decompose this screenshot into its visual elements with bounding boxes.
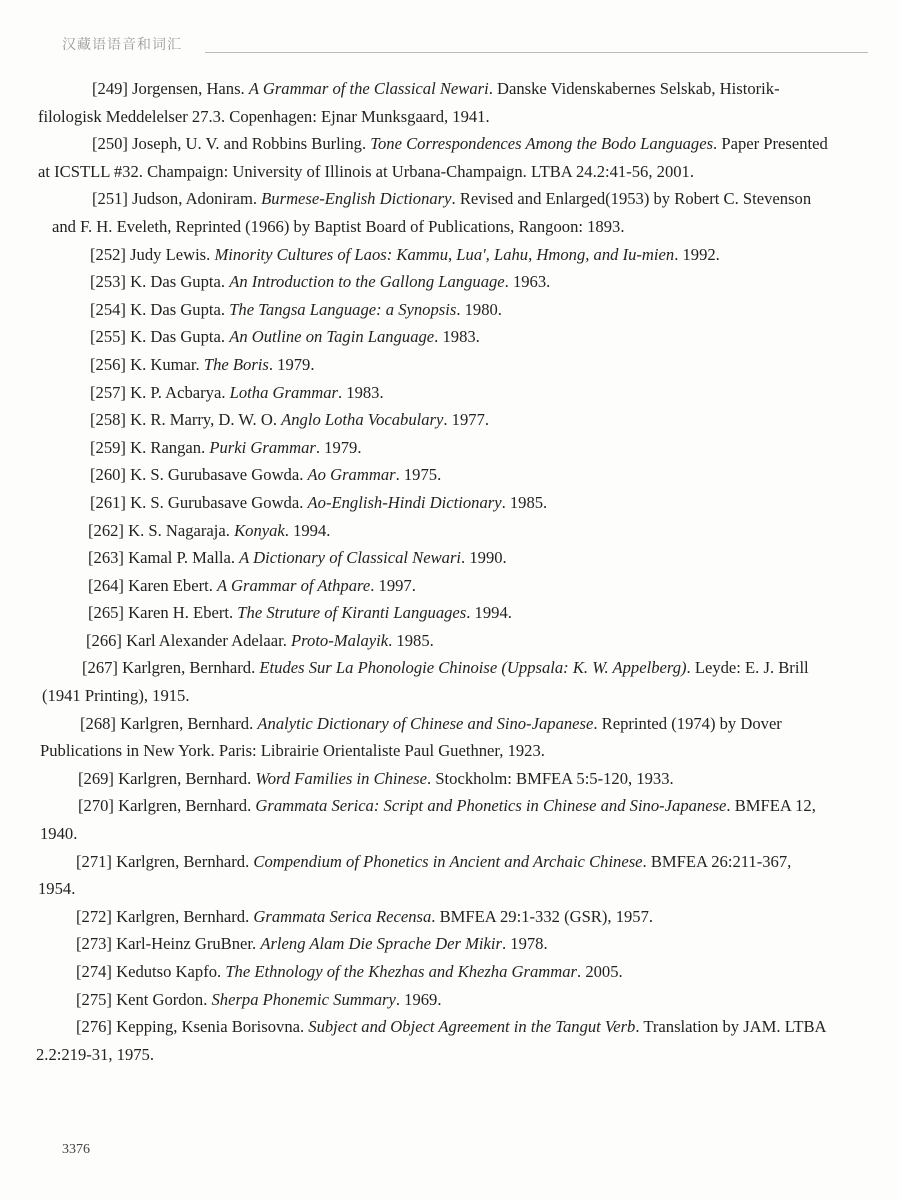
reference-entry — [0, 461, 832, 489]
reference-author: K. Das Gupta. — [130, 272, 230, 292]
reference-title: A Grammar of Athpare — [217, 575, 371, 595]
reference-title: The Tangsa Language: a Synopsis — [229, 299, 457, 319]
reference-title: An Outline on Tagin Language — [229, 327, 435, 347]
reference-number: [271] — [76, 851, 117, 871]
reference-entry — [0, 130, 832, 185]
reference-entry — [0, 792, 832, 847]
reference-entry — [0, 517, 832, 545]
reference-author: Karlgren, Bernhard. — [116, 906, 254, 926]
reference-details: . 1985. — [501, 492, 548, 512]
reference-title: Lotha Grammar — [229, 382, 338, 402]
reference-number: [262] — [88, 520, 129, 540]
reference-author: K. R. Marry, D. W. O. — [130, 410, 282, 430]
reference-title: Burmese-English Dictionary — [261, 189, 452, 209]
reference-title: Purki Grammar — [209, 437, 316, 457]
reference-author: K. Kumar. — [130, 354, 204, 374]
reference-author: Karlgren, Bernhard. — [120, 713, 258, 733]
reference-number: [252] — [90, 244, 131, 264]
reference-details: . 1980. — [456, 299, 502, 319]
reference-details: . 1992. — [674, 244, 720, 264]
reference-details: . 1979. — [268, 354, 315, 374]
reference-list — [0, 75, 900, 1068]
reference-entry — [0, 75, 832, 130]
reference-title: Etudes Sur La Phonologie Chinoise (Uppsala: K. W. Appelberg) — [259, 658, 687, 678]
reference-title: Grammata Serica: Script and Phonetics in Chinese and Sino-Japanese — [255, 796, 727, 816]
reference-entry — [0, 765, 832, 793]
reference-details: . BMFEA 26:211-367, 1954. — [38, 851, 792, 899]
reference-author: K. Das Gupta. — [130, 299, 230, 319]
reference-entry — [0, 848, 832, 903]
reference-author: K. S. Gurubasave Gowda. — [130, 492, 308, 512]
reference-entry — [0, 406, 832, 434]
reference-number: [266] — [86, 630, 127, 650]
reference-title: Ao Grammar — [307, 465, 396, 485]
page-number: 3376 — [62, 1142, 90, 1157]
reference-details: . 1977. — [443, 410, 490, 430]
reference-details: . 1994. — [466, 603, 512, 623]
reference-details: . 1985. — [388, 630, 434, 650]
reference-author: Karl-Heinz GruBner. — [116, 934, 261, 954]
reference-author: K. P. Acbarya. — [130, 382, 230, 402]
reference-title: A Grammar of the Classical Newari — [248, 79, 489, 98]
reference-entry — [0, 544, 832, 572]
reference-title: Minority Cultures of Laos: Kammu, Lua', Lahu, Hmong, and Iu-mien — [214, 244, 675, 264]
reference-details: . BMFEA 12, 1940. — [40, 796, 816, 844]
reference-number: [273] — [76, 934, 117, 954]
reference-details: . Paper Presented at ICSTLL #32. Champaign: University of Illinois at Urbana-Champaign. LTBA 24.2:41-56, 2001. — [38, 134, 828, 181]
reference-number: [258] — [90, 410, 131, 430]
reference-number: [270] — [78, 796, 119, 816]
reference-title: Anglo Lotha Vocabulary — [281, 410, 444, 430]
reference-entry — [0, 351, 832, 379]
reference-title: Tone Correspondences Among the Bodo Languages — [370, 134, 714, 154]
reference-title: Konyak — [234, 520, 285, 540]
reference-number: [267] — [82, 658, 123, 678]
reference-author: Karen Ebert. — [128, 575, 218, 595]
reference-title: Ao-English-Hindi Dictionary — [307, 492, 502, 512]
reference-number: [274] — [76, 962, 117, 981]
reference-title: Compendium of Phonetics in Ancient and Archaic Chinese — [253, 851, 643, 871]
reference-number: [268] — [80, 713, 121, 733]
reference-author: Judy Lewis. — [130, 244, 215, 264]
reference-author: Karlgren, Bernhard. — [116, 851, 254, 871]
reference-title: Grammata Serica Recensa — [253, 906, 432, 926]
reference-number: [255] — [90, 327, 131, 347]
reference-details: . 1994. — [284, 520, 331, 540]
reference-entry — [0, 710, 832, 765]
reference-number: [249] — [92, 79, 133, 98]
running-header: 汉藏语语音和词汇 — [62, 38, 182, 53]
reference-entry — [0, 654, 832, 709]
reference-details: . 1969. — [395, 989, 442, 1009]
reference-number: [265] — [88, 603, 129, 623]
reference-entry — [0, 986, 832, 1014]
reference-number: [253] — [90, 272, 131, 292]
reference-author: Jorgensen, Hans. — [132, 79, 249, 98]
reference-number: [256] — [90, 354, 131, 374]
reference-author: K. S. Gurubasave Gowda. — [130, 465, 308, 485]
reference-title: Sherpa Phonemic Summary — [211, 989, 396, 1009]
reference-entry — [0, 599, 832, 627]
reference-details: . 1983. — [337, 382, 384, 402]
reference-title: Word Families in Chinese — [255, 768, 428, 788]
reference-details: . 1963. — [504, 272, 551, 292]
reference-number: [269] — [78, 768, 119, 788]
reference-details: . 1979. — [315, 437, 362, 457]
reference-title: The Struture of Kiranti Languages — [237, 603, 467, 623]
reference-title: A Dictionary of Classical Newari — [239, 548, 462, 568]
reference-number: [261] — [90, 492, 131, 512]
reference-entry — [0, 627, 832, 655]
reference-number: [259] — [90, 437, 131, 457]
reference-details: . Reprinted (1974) by Dover Publications in New York. Paris: Librairie Orientaliste Paul Guethner, 1923. — [40, 713, 782, 761]
reference-entry — [0, 489, 832, 517]
reference-author: Kamal P. Malla. — [128, 548, 240, 568]
reference-number: [275] — [76, 989, 117, 1009]
reference-entry — [0, 323, 832, 351]
reference-entry — [0, 958, 832, 986]
reference-title: The Boris — [203, 354, 269, 374]
reference-entry — [0, 434, 832, 462]
reference-author: Karlgren, Bernhard. — [122, 658, 260, 678]
reference-entry — [0, 930, 832, 958]
reference-author: Karlgren, Bernhard. — [118, 768, 256, 788]
reference-number: [272] — [76, 906, 117, 926]
reference-details: . 1978. — [501, 934, 548, 954]
reference-details: . Danske Videnskabernes Selskab, Historik-filologisk Meddelelser 27.3. Copenhagen: Ejnar Munksgaard, 1941. — [38, 79, 780, 126]
reference-details: . Leyde: E. J. Brill (1941 Printing), 1915. — [42, 658, 809, 706]
reference-details: . 1997. — [370, 575, 416, 595]
reference-author: K. Das Gupta. — [130, 327, 230, 347]
reference-details: . Translation by JAM. LTBA 2.2:219-31, 1975. — [36, 1017, 826, 1064]
header-rule — [205, 52, 868, 53]
reference-entry — [0, 268, 832, 296]
reference-number: [264] — [88, 575, 129, 595]
reference-author: Karlgren, Bernhard. — [118, 796, 256, 816]
reference-entry — [0, 296, 832, 324]
reference-title: An Introduction to the Gallong Language — [229, 272, 505, 292]
reference-number: [260] — [90, 465, 131, 485]
reference-author: K. S. Nagaraja. — [128, 520, 235, 540]
reference-author: Karen H. Ebert. — [128, 603, 238, 623]
reference-title: Subject and Object Agreement in the Tangut Verb — [308, 1017, 636, 1037]
reference-entry — [0, 1013, 832, 1068]
reference-entry — [0, 241, 832, 269]
reference-details: . 1983. — [434, 327, 480, 347]
reference-number: [276] — [76, 1017, 117, 1037]
reference-number: [251] — [92, 189, 133, 209]
reference-title: The Ethnology of the Khezhas and Khezha Grammar — [225, 962, 578, 981]
reference-title: Proto-Malayik — [291, 630, 389, 650]
reference-details: . BMFEA 29:1-332 (GSR), 1957. — [431, 906, 654, 926]
reference-author: Karl Alexander Adelaar. — [126, 630, 292, 650]
reference-author: Judson, Adoniram. — [132, 189, 262, 209]
reference-author: K. Rangan. — [130, 437, 210, 457]
reference-details: . Revised and Enlarged(1953) by Robert C. Stevenson and F. H. Eveleth, Reprinted (1966) by Baptist Board of Publications, Rangoon: 1893. — [52, 189, 812, 236]
reference-title: Analytic Dictionary of Chinese and Sino-Japanese — [257, 713, 594, 733]
reference-details: . 2005. — [577, 962, 623, 981]
reference-entry — [0, 379, 832, 407]
reference-author: Kedutso Kapfo. — [116, 962, 226, 981]
reference-number: [254] — [90, 299, 131, 319]
reference-details: . Stockholm: BMFEA 5:5-120, 1933. — [427, 768, 674, 788]
reference-title: Arleng Alam Die Sprache Der Mikir — [260, 934, 502, 954]
reference-number: [250] — [92, 134, 133, 154]
reference-entry — [0, 572, 832, 600]
reference-number: [257] — [90, 382, 131, 402]
reference-details: . 1990. — [461, 548, 507, 568]
reference-author: Kent Gordon. — [116, 989, 212, 1009]
reference-details: . 1975. — [395, 465, 442, 485]
reference-author: Joseph, U. V. and Robbins Burling. — [132, 134, 371, 154]
reference-entry — [0, 185, 832, 240]
reference-number: [263] — [88, 548, 129, 568]
reference-entry — [0, 903, 832, 931]
reference-author: Kepping, Ksenia Borisovna. — [116, 1017, 309, 1037]
